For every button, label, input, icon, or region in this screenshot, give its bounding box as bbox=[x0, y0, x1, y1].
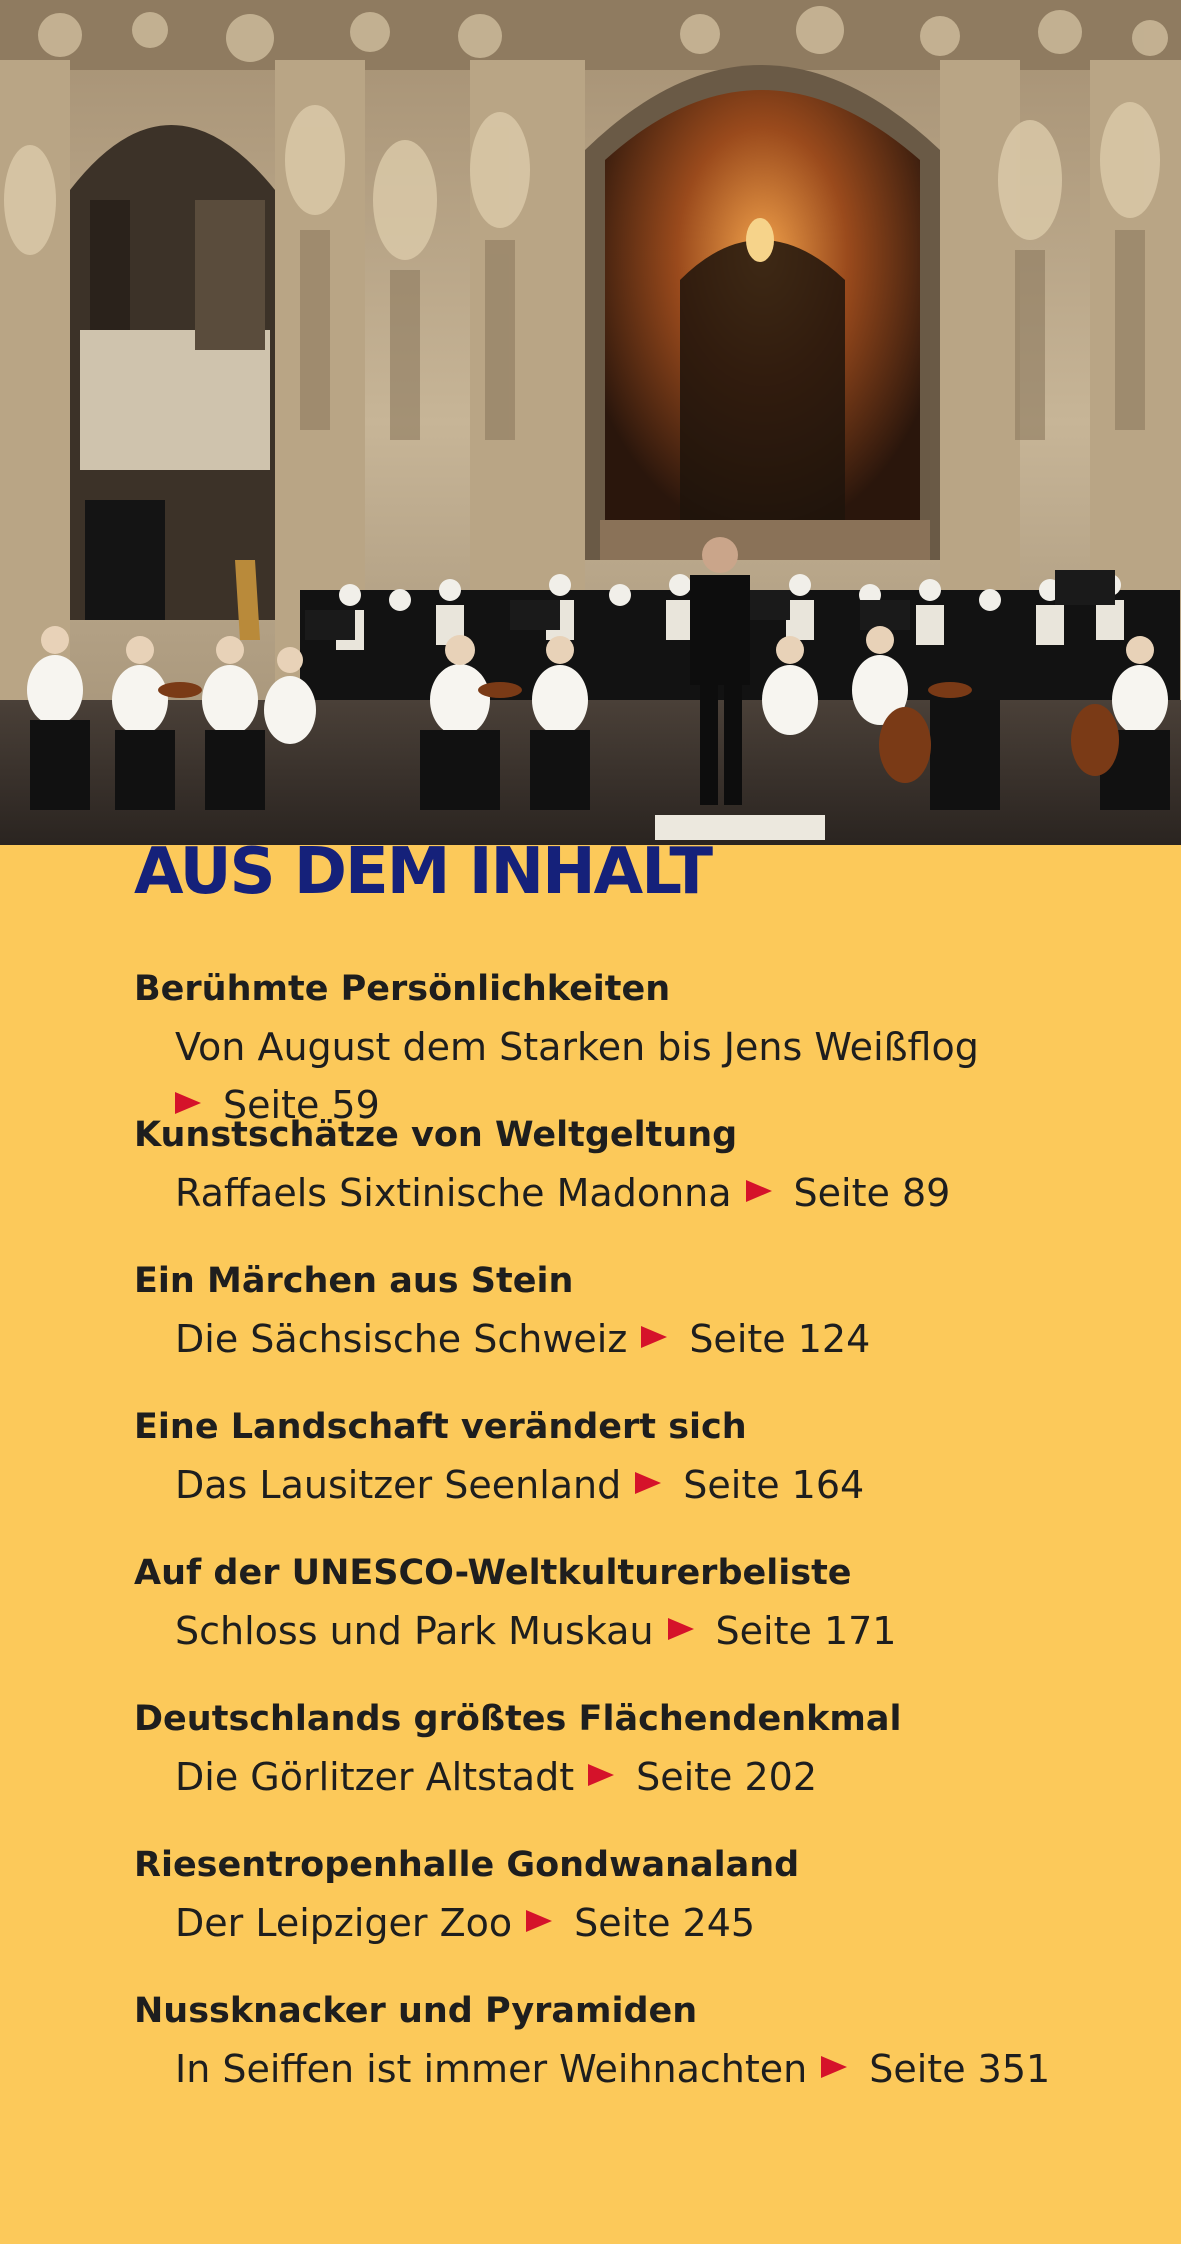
entry-subtitle: Die Görlitzer Altstadt bbox=[175, 1755, 575, 1799]
entry-line bbox=[134, 1894, 1134, 1952]
entry-subtitle: Schloss und Park Muskau bbox=[175, 1609, 654, 1653]
contents-entry[interactable] bbox=[134, 1982, 1134, 2128]
arrow-right-icon bbox=[526, 1910, 552, 1932]
entry-title: Ein Märchen aus Stein bbox=[134, 1261, 574, 1301]
arrow-right-icon bbox=[746, 1180, 772, 1202]
contents-list bbox=[134, 960, 1134, 2128]
entry-page[interactable]: Seite 202 bbox=[636, 1755, 818, 1799]
arrow-right-icon bbox=[635, 1472, 661, 1494]
entry-page: Seite 59 bbox=[223, 1083, 380, 1127]
entry-title: Eine Landschaft verändert sich bbox=[134, 1407, 747, 1447]
entry-line bbox=[134, 1748, 1134, 1806]
entry-title: Kunstschätze von Weltgeltung bbox=[134, 1115, 738, 1155]
entry-subtitle: Von August dem Starken bis Jens Weißflog bbox=[175, 1025, 979, 1069]
contents-entry[interactable] bbox=[134, 1106, 1134, 1252]
entry-subtitle: Die Sächsische Schweiz bbox=[175, 1317, 628, 1361]
contents-entry[interactable] bbox=[134, 1836, 1134, 1982]
contents-entry[interactable] bbox=[134, 1398, 1134, 1544]
entry-page[interactable]: Seite 89 bbox=[793, 1171, 951, 1215]
entry-title: Nussknacker und Pyramiden bbox=[134, 1991, 698, 2031]
entry-line bbox=[134, 1310, 1134, 1368]
entry-page[interactable]: Seite 171 bbox=[715, 1609, 897, 1653]
orchestra-photo bbox=[0, 0, 1181, 845]
arrow-right-icon bbox=[821, 2056, 847, 2078]
entry-subtitle: In Seiffen ist immer Weihnachten bbox=[175, 2047, 808, 2091]
entry-line bbox=[134, 1456, 1134, 1514]
entry-page[interactable]: Seite 351 bbox=[869, 2047, 1051, 2091]
entry-title: Riesentropenhalle Gondwanaland bbox=[134, 1845, 800, 1885]
entry-title: Berühmte Persönlichkeiten bbox=[134, 969, 671, 1009]
arrow-right-icon bbox=[668, 1618, 694, 1640]
entry-subtitle: Raffaels Sixtinische Madonna bbox=[175, 1171, 732, 1215]
arrow-right-icon bbox=[641, 1326, 667, 1348]
entry-line bbox=[134, 2040, 1134, 2098]
contents-entry[interactable] bbox=[134, 1690, 1134, 1836]
entry-line bbox=[134, 1164, 1134, 1222]
entry-title: Auf der UNESCO-Weltkulturerbeliste bbox=[134, 1553, 852, 1593]
entry-page[interactable]: Seite 164 bbox=[683, 1463, 865, 1507]
arrow-right-icon bbox=[588, 1764, 614, 1786]
contents-entry[interactable] bbox=[134, 1252, 1134, 1398]
entry-page[interactable]: Seite 124 bbox=[689, 1317, 871, 1361]
contents-entry[interactable] bbox=[134, 960, 1134, 1127]
entry-subtitle: Das Lausitzer Seenland bbox=[175, 1463, 622, 1507]
entry-title: Deutschlands größtes Flächendenkmal bbox=[134, 1699, 902, 1739]
entry-subtitle: Der Leipziger Zoo bbox=[175, 1901, 513, 1945]
contents-entry[interactable] bbox=[134, 1544, 1134, 1690]
entry-page[interactable]: Seite 245 bbox=[574, 1901, 756, 1945]
orchestra-courtyard-illustration bbox=[0, 0, 1181, 845]
entry-line bbox=[134, 1602, 1134, 1660]
section-heading: AUS DEM INHALT bbox=[134, 835, 712, 909]
